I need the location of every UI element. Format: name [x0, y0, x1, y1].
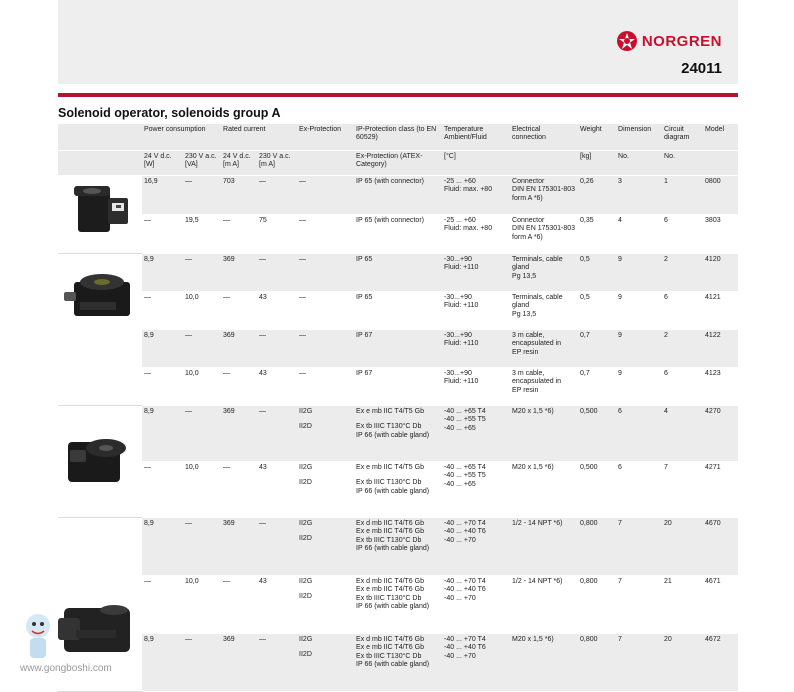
cell-circuit: 21	[662, 576, 703, 634]
cell-p24: 16,9	[142, 176, 183, 215]
table-row	[58, 462, 738, 518]
ex-category-dust: II2D	[299, 593, 312, 601]
cell-p230: —	[183, 330, 221, 368]
cell-r24: 369	[221, 518, 257, 576]
cell-ex: —	[297, 368, 354, 406]
cell-model: 3803	[703, 215, 738, 254]
cell-circuit: 2	[662, 254, 703, 292]
cell-dim: 7	[616, 576, 662, 634]
ip-dust: Ex tb IIIC T130°C Db IP 66 (with cable gland)	[356, 594, 430, 610]
cell-ip: IP 65 (with connector)	[354, 176, 442, 215]
cell-p24: 8,9	[142, 518, 183, 576]
table-row	[58, 254, 738, 292]
header-ex-protection: Ex-Protection	[297, 124, 354, 151]
cell-p230: —	[183, 254, 221, 292]
cell-model: 4672	[703, 634, 738, 692]
cell-ex: —	[297, 292, 354, 330]
solenoid-connector-image	[60, 176, 140, 246]
cell-model: 4123	[703, 368, 738, 406]
norgren-logo	[616, 30, 722, 52]
cell-ex: —	[297, 254, 354, 292]
cell-p230: 10,0	[183, 368, 221, 406]
cell-elec: 3 m cable, encapsulated in EP resin	[510, 330, 578, 368]
cell-temp: -25 ... +60 Fluid: max. +80	[442, 215, 510, 254]
cell-elec: M20 x 1,5 *6)	[510, 634, 578, 692]
ip-dust: Ex tb IIIC T130°C Db IP 66 (with cable gland)	[356, 479, 430, 495]
header-electrical-connection: Electrical connection	[510, 124, 578, 151]
cell-elec: 1/2 - 14 NPT *6)	[510, 518, 578, 576]
cell-model: 0800	[703, 176, 738, 215]
cell-ip	[354, 462, 442, 518]
cell-weight: 0,500	[578, 406, 616, 462]
table-row	[58, 330, 738, 368]
cell-p24: —	[142, 368, 183, 406]
cell-r230: 75	[257, 215, 297, 254]
header-rated-current: Rated current	[221, 124, 297, 151]
subheader-p230: 230 V a.c. [VA]	[183, 151, 221, 176]
cell-model: 4121	[703, 292, 738, 330]
cell-r24: 369	[221, 634, 257, 692]
table-row	[58, 406, 738, 462]
solenoid-coil-image	[60, 254, 140, 344]
cell-dim: 6	[616, 406, 662, 462]
cell-temp: -30...+90 Fluid: +110	[442, 368, 510, 406]
cell-dim: 7	[616, 634, 662, 692]
cell-r24: —	[221, 292, 257, 330]
cell-ip: IP 65	[354, 292, 442, 330]
cell-temp: -30...+90 Fluid: +110	[442, 330, 510, 368]
header-image	[58, 124, 142, 151]
solenoid-image	[58, 254, 142, 406]
cell-r24: —	[221, 462, 257, 518]
brand-name: NORGREN	[641, 32, 722, 50]
cell-dim: 6	[616, 462, 662, 518]
cell-elec: Connector DIN EN 175301-803 form A *6)	[510, 176, 578, 215]
ex-category-dust: II2D	[299, 479, 312, 487]
cell-temp: -30...+90 Fluid: +110	[442, 254, 510, 292]
cell-weight: 0,800	[578, 634, 616, 692]
cell-dim: 3	[616, 176, 662, 215]
cell-temp: -40 ... +70 T4 -40 ... +40 T6 -40 ... +70	[442, 576, 510, 634]
ip-gas: Ex d mb IIC T4/T6 Gb Ex e mb IIC T4/T6 Gb	[356, 636, 424, 652]
page-title: Solenoid operator, solenoids group A	[58, 106, 281, 120]
cell-r24: —	[221, 576, 257, 634]
header-ip-class: IP-Protection class (to EN 60529)	[354, 124, 442, 151]
table-row	[58, 368, 738, 406]
cell-ip: IP 67	[354, 330, 442, 368]
cell-model: 4670	[703, 518, 738, 576]
subheader-r24: 24 V d.c. [m A]	[221, 151, 257, 176]
cell-ex: —	[297, 215, 354, 254]
document-number: 24011	[681, 60, 722, 77]
cell-p230: 19,5	[183, 215, 221, 254]
cell-p230: —	[183, 518, 221, 576]
ip-dust: Ex tb IIIC T130°C Db IP 66 (with cable gland)	[356, 423, 430, 439]
cell-ex	[297, 576, 354, 634]
cell-dim: 9	[616, 330, 662, 368]
solenoid-image	[58, 176, 142, 254]
cell-dim: 7	[616, 518, 662, 576]
cell-elec: Terminals, cable gland Pg 13,5	[510, 292, 578, 330]
ip-dust: Ex tb IIIC T130°C Db IP 66 (with cable gland)	[356, 652, 430, 668]
cell-model: 4271	[703, 462, 738, 518]
subheader-image	[58, 151, 142, 176]
subheader-r230: 230 V a.c. [m A]	[257, 151, 297, 176]
ex-category-gas: II2G	[299, 408, 313, 415]
cell-weight: 0,7	[578, 368, 616, 406]
cell-p24: 8,9	[142, 634, 183, 692]
spec-table	[58, 124, 738, 692]
ex-category-gas: II2G	[299, 636, 313, 643]
ex-category-dust: II2D	[299, 535, 312, 543]
cell-r230: —	[257, 330, 297, 368]
norgren-emblem-icon	[616, 30, 638, 52]
subheader-p24: 24 V d.c. [W]	[142, 151, 183, 176]
cell-circuit: 20	[662, 634, 703, 692]
cell-p24: —	[142, 576, 183, 634]
table-row	[58, 215, 738, 254]
cell-p230: 10,0	[183, 462, 221, 518]
cell-elec: 3 m cable, encapsulated in EP resin	[510, 368, 578, 406]
cell-r230: —	[257, 176, 297, 215]
table-row	[58, 576, 738, 634]
cell-dim: 4	[616, 215, 662, 254]
cell-weight: 0,800	[578, 518, 616, 576]
cell-temp: -25 ... +60 Fluid: max. +80	[442, 176, 510, 215]
cell-r24: —	[221, 215, 257, 254]
solenoid-ex-e-image	[60, 406, 140, 506]
cell-dim: 9	[616, 368, 662, 406]
cell-elec: M20 x 1,5 *6)	[510, 406, 578, 462]
cell-p230: —	[183, 634, 221, 692]
cell-ex: —	[297, 176, 354, 215]
table-row	[58, 176, 738, 215]
cell-circuit: 7	[662, 462, 703, 518]
cell-p24: 8,9	[142, 406, 183, 462]
ex-category-dust: II2D	[299, 423, 312, 431]
cell-p230: 10,0	[183, 292, 221, 330]
subheader-ip-ex: Ex-Protection (ATEX-Category)	[354, 151, 442, 176]
cell-circuit: 4	[662, 406, 703, 462]
cell-r24: 369	[221, 406, 257, 462]
cell-model: 4671	[703, 576, 738, 634]
cell-temp: -30...+90 Fluid: +110	[442, 292, 510, 330]
subheader-dim-no: No.	[616, 151, 662, 176]
subheader-model	[703, 151, 738, 176]
cell-r230: —	[257, 518, 297, 576]
cell-p24: 8,9	[142, 330, 183, 368]
cell-weight: 0,5	[578, 292, 616, 330]
header-weight: Weight	[578, 124, 616, 151]
cell-circuit: 6	[662, 292, 703, 330]
cell-dim: 9	[616, 292, 662, 330]
table-row	[58, 292, 738, 330]
subheader-circuit-no: No.	[662, 151, 703, 176]
cell-model: 4270	[703, 406, 738, 462]
ex-category-gas: II2G	[299, 578, 313, 585]
header-temperature: Temperature Ambient/Fluid	[442, 124, 510, 151]
ex-category-dust: II2D	[299, 651, 312, 659]
ex-category-gas: II2G	[299, 464, 313, 471]
ip-gas: Ex e mb IIC T4/T5 Gb	[356, 464, 424, 471]
cell-ip	[354, 634, 442, 692]
cell-p24: —	[142, 462, 183, 518]
cell-ip	[354, 406, 442, 462]
cell-weight: 0,500	[578, 462, 616, 518]
cell-r230: 43	[257, 576, 297, 634]
cell-r230: —	[257, 634, 297, 692]
cell-elec: Terminals, cable gland Pg 13,5	[510, 254, 578, 292]
cell-weight: 0,35	[578, 215, 616, 254]
ip-gas: Ex e mb IIC T4/T5 Gb	[356, 408, 424, 415]
header-circuit-diagram: Circuit diagram	[662, 124, 703, 151]
cell-r24: 369	[221, 330, 257, 368]
cell-elec: 1/2 - 14 NPT *6)	[510, 576, 578, 634]
cell-p24: —	[142, 215, 183, 254]
cell-ip: IP 65	[354, 254, 442, 292]
cell-temp: -40 ... +65 T4 -40 ... +55 T5 -40 ... +65	[442, 462, 510, 518]
header-model: Model	[703, 124, 738, 151]
subheader-elec	[510, 151, 578, 176]
cell-p230: —	[183, 406, 221, 462]
solenoid-image	[58, 406, 142, 518]
cell-dim: 9	[616, 254, 662, 292]
header-band	[58, 0, 738, 84]
ex-category-gas: II2G	[299, 520, 313, 527]
cell-circuit: 2	[662, 330, 703, 368]
ip-gas: Ex d mb IIC T4/T6 Gb Ex e mb IIC T4/T6 Gb	[356, 578, 424, 594]
subheader-weight-unit: [kg]	[578, 151, 616, 176]
cell-ip: IP 65 (with connector)	[354, 215, 442, 254]
cell-circuit: 1	[662, 176, 703, 215]
cell-weight: 0,7	[578, 330, 616, 368]
cell-ip: IP 67	[354, 368, 442, 406]
accent-bar	[58, 93, 738, 97]
subheader-ex	[297, 151, 354, 176]
cell-model: 4122	[703, 330, 738, 368]
cell-r230: 43	[257, 462, 297, 518]
cell-elec: Connector DIN EN 175301-803 form A *6)	[510, 215, 578, 254]
cell-r230: 43	[257, 368, 297, 406]
cell-ip	[354, 576, 442, 634]
ip-dust: Ex tb IIIC T130°C Db IP 66 (with cable gland)	[356, 536, 430, 552]
cell-circuit: 20	[662, 518, 703, 576]
cell-circuit: 6	[662, 215, 703, 254]
cell-r24: 703	[221, 176, 257, 215]
cell-circuit: 6	[662, 368, 703, 406]
cell-weight: 0,26	[578, 176, 616, 215]
datasheet-page	[58, 0, 738, 688]
header-dimension: Dimension	[616, 124, 662, 151]
cell-ex: —	[297, 330, 354, 368]
cell-r230: —	[257, 406, 297, 462]
header-power: Power consumption	[142, 124, 221, 151]
cell-ex	[297, 406, 354, 462]
table-row	[58, 634, 738, 692]
cell-r230: 43	[257, 292, 297, 330]
cell-p230: —	[183, 176, 221, 215]
cell-ex	[297, 462, 354, 518]
subheader-temp-unit: [°C]	[442, 151, 510, 176]
table-row	[58, 518, 738, 576]
ip-gas: Ex d mb IIC T4/T6 Gb Ex e mb IIC T4/T6 Gb	[356, 520, 424, 536]
cell-ex	[297, 634, 354, 692]
cell-r24: —	[221, 368, 257, 406]
cell-elec: M20 x 1,5 *6)	[510, 462, 578, 518]
watermark-text: www.gongboshi.com	[20, 663, 112, 674]
cell-temp: -40 ... +70 T4 -40 ... +40 T6 -40 ... +70	[442, 518, 510, 576]
cell-temp: -40 ... +70 T4 -40 ... +40 T6 -40 ... +70	[442, 634, 510, 692]
cell-p230: 10,0	[183, 576, 221, 634]
cell-r24: 369	[221, 254, 257, 292]
cell-p24: 8,9	[142, 254, 183, 292]
cell-ex	[297, 518, 354, 576]
cell-r230: —	[257, 254, 297, 292]
cell-temp: -40 ... +65 T4 -40 ... +55 T5 -40 ... +65	[442, 406, 510, 462]
cell-ip	[354, 518, 442, 576]
cell-weight: 0,800	[578, 576, 616, 634]
cell-p24: —	[142, 292, 183, 330]
cell-weight: 0,5	[578, 254, 616, 292]
cell-model: 4120	[703, 254, 738, 292]
